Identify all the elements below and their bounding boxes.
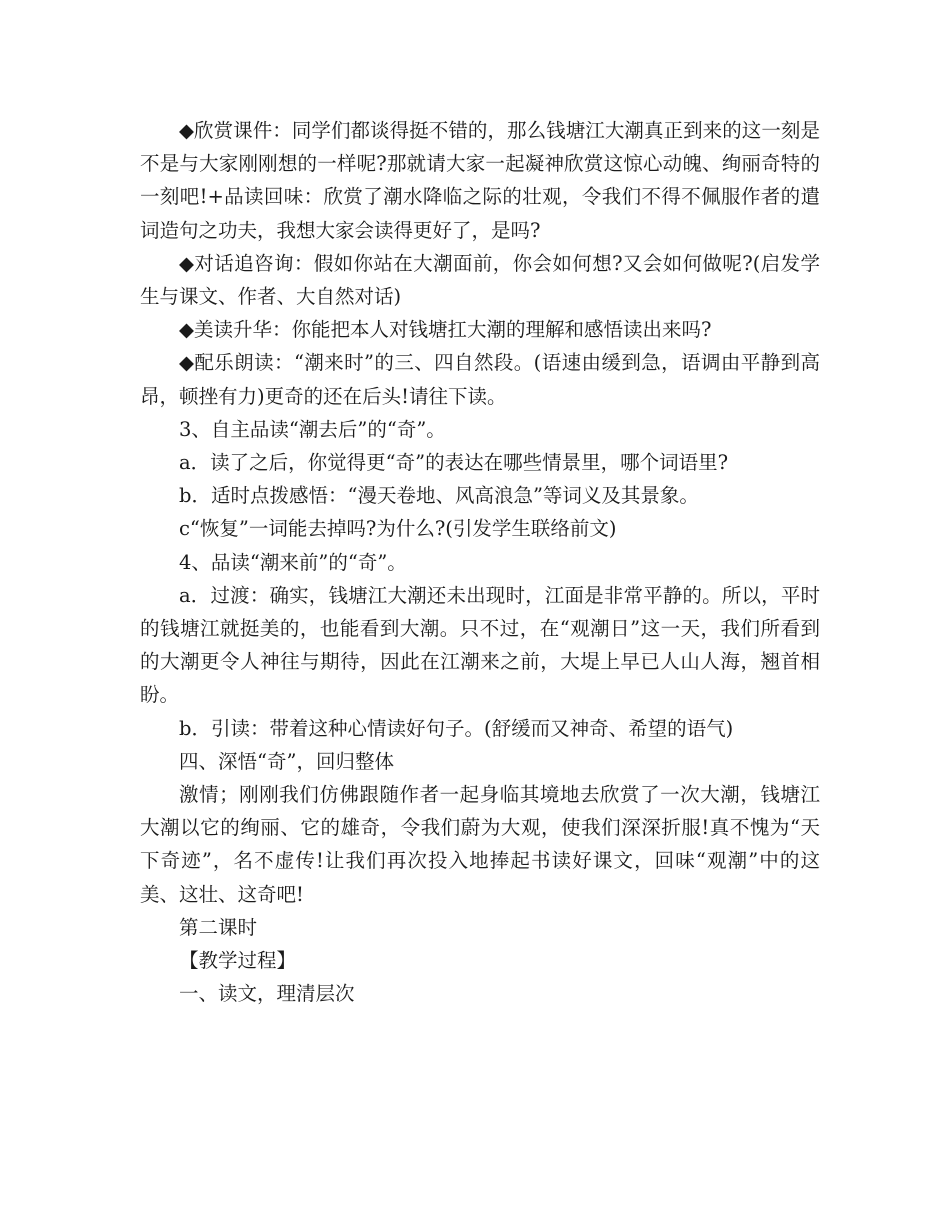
paragraph-section-4: 4、品读“潮来前”的“奇”。 <box>179 550 407 574</box>
paragraph-section-3: 3、自主品读“潮去后”的“奇”。 <box>179 417 446 441</box>
document-body <box>140 114 820 1010</box>
heading-section-four: 四、深悟“奇”，回归整体 <box>179 749 394 773</box>
paragraph-transition: a．过渡：确实，钱塘江大潮还未出现时，江面是非常平静的。所以，平时的钱塘江就挺美的，也能看到大潮。只不过，在“观潮日”这一天，我们所看到的大潮更令人神往与期待，因此在江潮来之前，大堤上早已人山人海，翘首相盼。 <box>140 583 820 707</box>
heading-second-lesson: 第二课时 <box>179 915 258 939</box>
paragraph-guided-reading: b．引读：带着这种心情读好句子。(舒缓而又神奇、希望的语气) <box>179 716 734 740</box>
paragraph-item-b: b．适时点拨感悟：“漫天卷地、风高浪急”等词义及其景象。 <box>179 484 699 508</box>
paragraph-beautiful-reading: ◆美读升华：你能把本人对钱塘扛大潮的理解和感悟读出来吗? <box>179 318 712 342</box>
paragraph-appreciate-courseware: ◆欣赏课件：同学们都谈得挺不错的，那么钱塘江大潮真正到来的这一刻是不是与大家刚刚想的一样呢?那就请大家一起凝神欣赏这惊心动魄、绚丽奇特的一刻吧!+品读回味：欣赏了潮水降临之际的壮观，令我们不得不佩服作者的遣词造句之功夫，我想大家会读得更好了，是吗? <box>140 119 820 242</box>
paragraph-dialogue-inquiry: ◆对话追咨询：假如你站在大潮面前，你会如何想?又会如何做呢?(启发学生与课文、作者、大自然对话) <box>140 251 820 309</box>
heading-teaching-process: 【教学过程】 <box>179 949 297 973</box>
paragraph-music-reading: ◆配乐朗读：“潮来时”的三、四自然段。(语速由缓到急，语调由平静到高昂，顿挫有力)更奇的还在后头!请往下读。 <box>140 351 820 408</box>
paragraph-passion: 激情；刚刚我们仿佛跟随作者一起身临其境地去欣赏了一次大潮，钱塘江大潮以它的绚丽、它的雄奇，令我们蔚为大观，使我们深深折服!真不愧为“天下奇迹”，名不虚传!让我们再次投入地捧起书读好课文，回味“观潮”中的这美、这壮、这奇吧! <box>140 783 820 906</box>
paragraph-item-a: a．读了之后，你觉得更“奇”的表达在哪些情景里，哪个词语里? <box>179 451 729 475</box>
heading-read-text: 一、读文，理清层次 <box>179 982 355 1006</box>
paragraph-item-c: c“恢复”一词能去掉吗?为什么?(引发学生联络前文) <box>179 517 617 541</box>
